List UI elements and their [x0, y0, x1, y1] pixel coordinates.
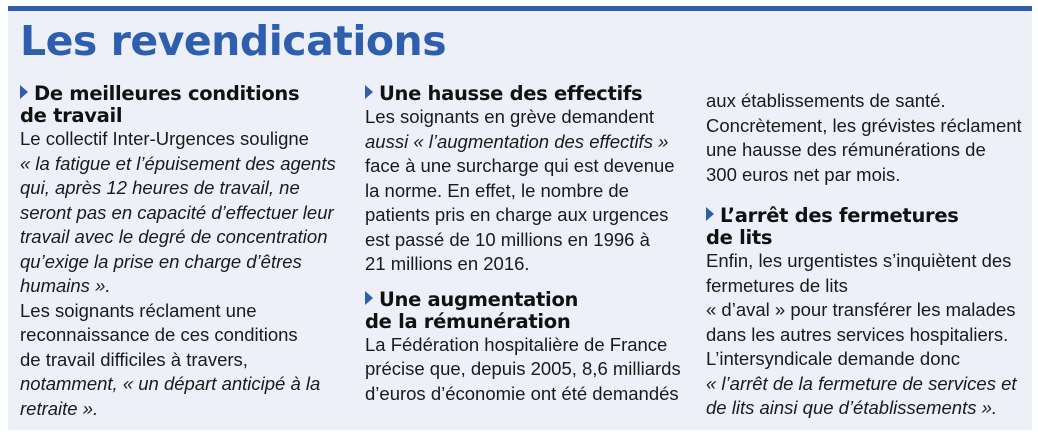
text-line: La Fédération hospitalière de France — [365, 333, 668, 355]
text-line: Concrètement, les grévistes réclament — [706, 114, 1022, 136]
text-line: Enfin, les urgentistes s’inquiètent des — [706, 250, 1012, 271]
text-line: « l’arrêt de la fermeture de services et — [706, 372, 1017, 394]
column-fermetures-lits — [706, 89, 1022, 421]
text-line: précise que, depuis 2005, 8,6 milliards — [365, 358, 681, 379]
text-line: aux établissements de santé. — [706, 90, 946, 111]
heading-line: Une hausse des effectifs — [379, 82, 643, 105]
text-line: Le collectif Inter-Urgences souligne — [20, 128, 309, 149]
text-line: fermetures de lits — [706, 274, 848, 296]
section-body — [20, 127, 336, 421]
heading-line: L’arrêt des fermetures — [720, 204, 959, 227]
text-line: humains ». — [20, 275, 111, 296]
heading-line: de la rémunération — [365, 309, 571, 333]
text-line: qu’exige la prise en charge d’êtres — [20, 250, 302, 272]
page-title: Les revendications — [20, 17, 447, 65]
text-line: « d’aval » pour transférer les malades — [706, 299, 1016, 320]
text-line: 300 euros net par mois. — [706, 163, 901, 185]
section-heading-effectifs — [365, 83, 681, 105]
heading-line: Une augmentation — [379, 287, 579, 311]
column-conditions-travail — [20, 83, 336, 421]
column-effectifs-remuneration — [365, 83, 681, 406]
text-line: face à une surcharge qui est devenue — [365, 155, 675, 176]
section-heading-remuneration — [365, 289, 681, 333]
text-line: 21 millions en 2016. — [365, 253, 530, 274]
triangle-bullet-icon — [365, 291, 373, 305]
section-heading-conditions — [20, 83, 336, 127]
text-line: une hausse des rémunérations de — [706, 139, 986, 160]
triangle-bullet-icon — [365, 85, 373, 99]
text-line: travail avec le degré de concentration — [20, 226, 328, 247]
text-line: aussi « l’augmentation des effectifs » — [365, 130, 669, 152]
text-line: de lits ainsi que d’établissements ». — [706, 397, 998, 418]
text-line: qui, après 12 heures de travail, ne — [20, 177, 300, 198]
text-line: reconnaissance de ces conditions — [20, 324, 298, 345]
heading-line: de travail — [20, 104, 123, 127]
section-body — [706, 89, 1022, 187]
text-line: Les soignants en grève demandent — [365, 106, 655, 127]
text-line: de travail difficiles à travers, — [20, 348, 248, 370]
text-line: patients pris en charge aux urgences — [365, 204, 669, 225]
text-line: notamment, « un départ anticipé à la — [20, 373, 321, 394]
text-line: d’euros d’économie ont été demandés — [365, 382, 679, 404]
text-line: retraite ». — [20, 397, 99, 419]
text-line: est passé de 10 millions en 1996 à — [365, 228, 650, 250]
article-panel — [8, 6, 1032, 430]
section-body — [365, 105, 681, 277]
triangle-bullet-icon — [706, 207, 714, 221]
section-body — [365, 333, 681, 407]
text-line: Les soignants réclament une — [20, 299, 257, 321]
text-line: « la fatigue et l’épuisement des agents — [20, 152, 336, 174]
text-line: dans les autres services hospitaliers. — [706, 323, 1009, 345]
text-line: seront pas en capacité d’effectuer leur — [20, 201, 334, 223]
section-body — [706, 249, 1022, 421]
text-line: L’intersyndicale demande donc — [706, 348, 961, 369]
text-line: la norme. En effet, le nombre de — [365, 179, 629, 201]
triangle-bullet-icon — [20, 85, 28, 99]
section-heading-fermetures — [706, 205, 1022, 249]
heading-line: de lits — [706, 226, 773, 249]
heading-line: De meilleures conditions — [34, 82, 300, 105]
